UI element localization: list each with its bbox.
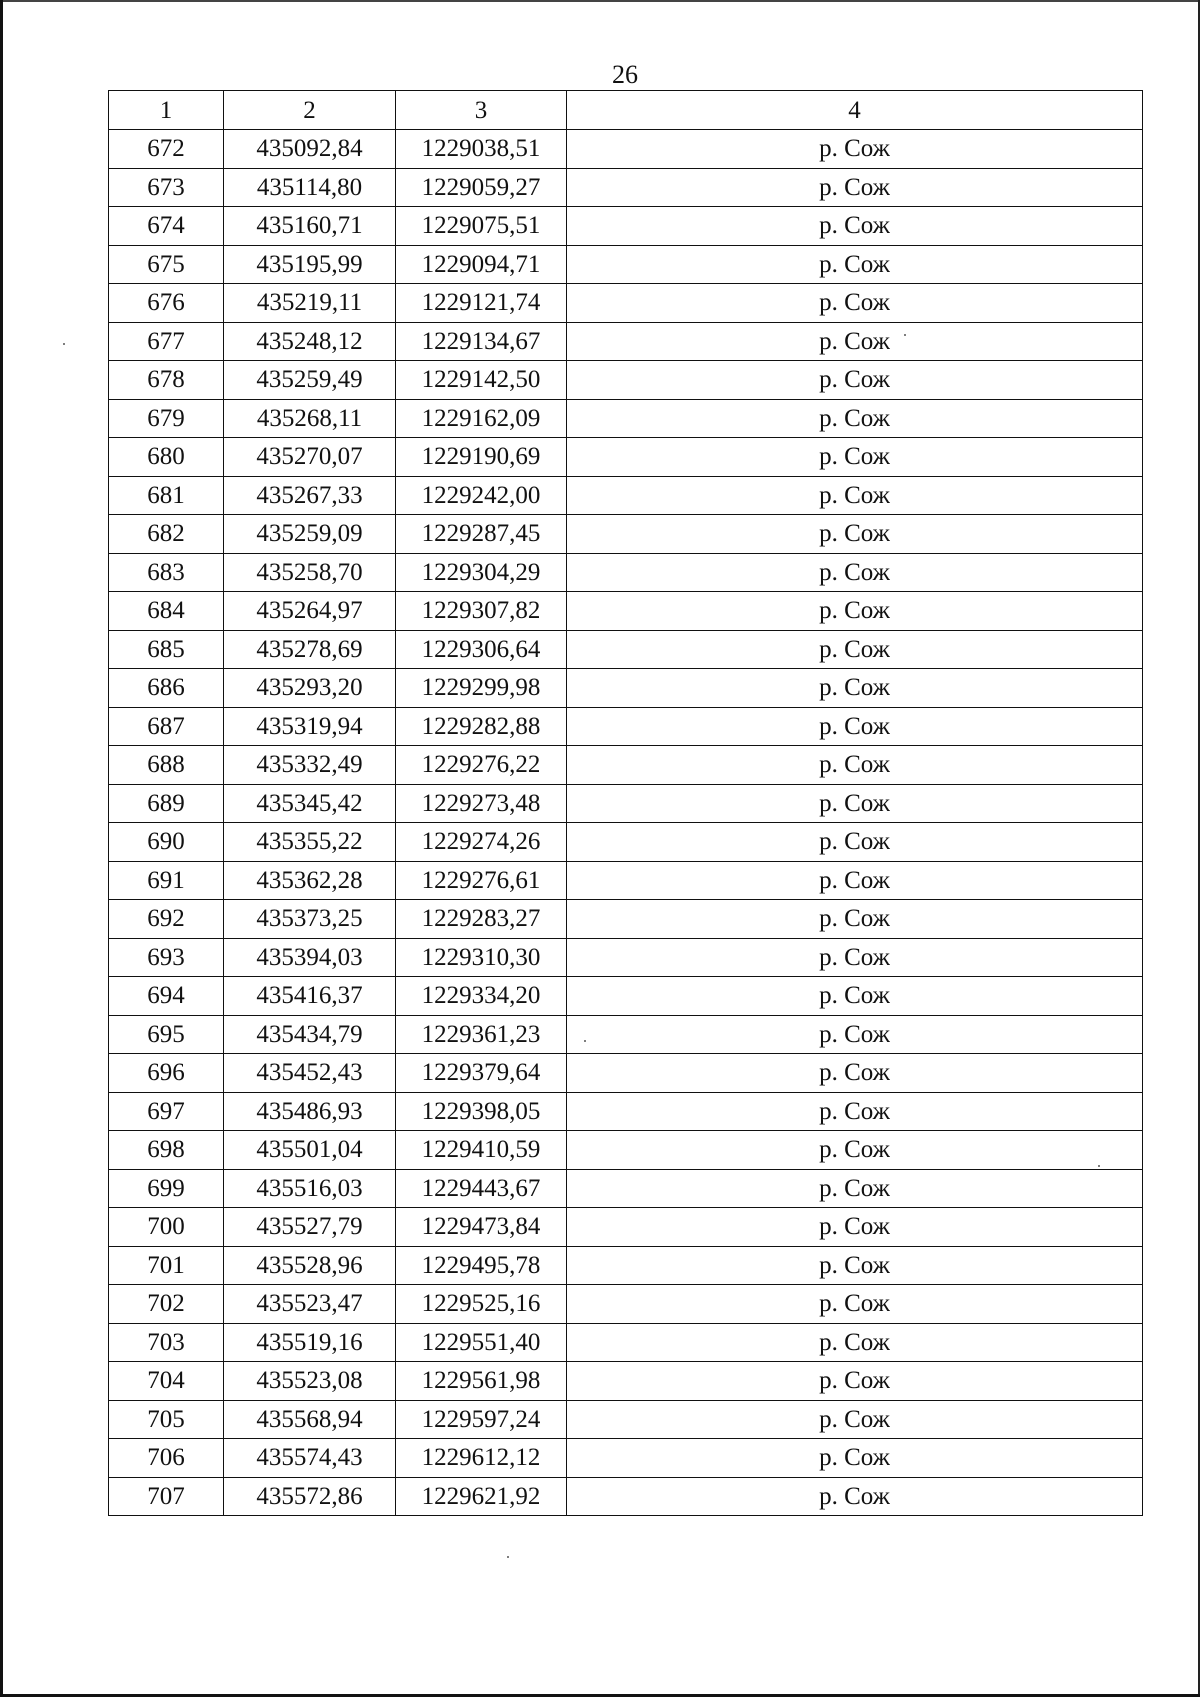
y-coordinate-cell: 1229287,45: [396, 515, 567, 554]
table-row: [109, 746, 1143, 785]
description-cell: р. Сож: [567, 861, 1143, 900]
y-coordinate-cell: 1229306,64: [396, 630, 567, 669]
description-cell: р. Сож: [567, 1362, 1143, 1401]
scan-edge-top: [0, 0, 1200, 2]
description-cell: р. Сож: [567, 1285, 1143, 1324]
table-row: [109, 592, 1143, 631]
table-row: [109, 399, 1143, 438]
scan-edge-left: [0, 0, 3, 1697]
x-coordinate-cell: 435373,25: [224, 900, 396, 939]
x-coordinate-cell: 435519,16: [224, 1323, 396, 1362]
table-row: [109, 669, 1143, 708]
scan-speck: [584, 1040, 586, 1042]
x-coordinate-cell: 435523,08: [224, 1362, 396, 1401]
x-coordinate-cell: 435278,69: [224, 630, 396, 669]
table-row: [109, 361, 1143, 400]
description-cell: р. Сож: [567, 476, 1143, 515]
y-coordinate-cell: 1229597,24: [396, 1400, 567, 1439]
y-coordinate-cell: 1229038,51: [396, 130, 567, 169]
point-number-cell: 697: [109, 1092, 224, 1131]
description-cell: р. Сож: [567, 1439, 1143, 1478]
y-coordinate-cell: 1229276,22: [396, 746, 567, 785]
page-number: 26: [612, 60, 638, 89]
y-coordinate-cell: 1229310,30: [396, 938, 567, 977]
description-cell: р. Сож: [567, 1477, 1143, 1516]
y-coordinate-cell: 1229142,50: [396, 361, 567, 400]
x-coordinate-cell: 435362,28: [224, 861, 396, 900]
y-coordinate-cell: 1229121,74: [396, 284, 567, 323]
y-coordinate-cell: 1229561,98: [396, 1362, 567, 1401]
description-cell: р. Сож: [567, 630, 1143, 669]
point-number-cell: 682: [109, 515, 224, 554]
description-cell: р. Сож: [567, 399, 1143, 438]
x-coordinate-cell: 435270,07: [224, 438, 396, 477]
description-cell: р. Сож: [567, 1323, 1143, 1362]
y-coordinate-cell: 1229621,92: [396, 1477, 567, 1516]
point-number-cell: 701: [109, 1246, 224, 1285]
table-row: [109, 1439, 1143, 1478]
x-coordinate-cell: 435259,49: [224, 361, 396, 400]
x-coordinate-cell: 435345,42: [224, 784, 396, 823]
y-coordinate-cell: 1229094,71: [396, 245, 567, 284]
description-cell: р. Сож: [567, 130, 1143, 169]
table-row: [109, 900, 1143, 939]
column-header-description: 4: [567, 91, 1143, 130]
point-number-cell: 696: [109, 1054, 224, 1093]
x-coordinate-cell: 435248,12: [224, 322, 396, 361]
point-number-cell: 688: [109, 746, 224, 785]
table-row: [109, 1362, 1143, 1401]
point-number-cell: 684: [109, 592, 224, 631]
table-row: [109, 515, 1143, 554]
point-number-cell: 691: [109, 861, 224, 900]
x-coordinate-cell: 435258,70: [224, 553, 396, 592]
point-number-cell: 693: [109, 938, 224, 977]
x-coordinate-cell: 435527,79: [224, 1208, 396, 1247]
point-number-cell: 678: [109, 361, 224, 400]
description-cell: р. Сож: [567, 669, 1143, 708]
point-number-cell: 675: [109, 245, 224, 284]
x-coordinate-cell: 435416,37: [224, 977, 396, 1016]
table-row: [109, 823, 1143, 862]
point-number-cell: 681: [109, 476, 224, 515]
x-coordinate-cell: 435267,33: [224, 476, 396, 515]
y-coordinate-cell: 1229307,82: [396, 592, 567, 631]
table-row: [109, 1131, 1143, 1170]
y-coordinate-cell: 1229361,23: [396, 1015, 567, 1054]
description-cell: р. Сож: [567, 746, 1143, 785]
table-row: [109, 476, 1143, 515]
table-row: [109, 784, 1143, 823]
y-coordinate-cell: 1229473,84: [396, 1208, 567, 1247]
point-number-cell: 700: [109, 1208, 224, 1247]
column-header-y-coordinate: 3: [396, 91, 567, 130]
x-coordinate-cell: 435486,93: [224, 1092, 396, 1131]
scan-speck: [507, 1556, 509, 1558]
point-number-cell: 680: [109, 438, 224, 477]
x-coordinate-cell: 435355,22: [224, 823, 396, 862]
description-cell: р. Сож: [567, 1015, 1143, 1054]
point-number-cell: 690: [109, 823, 224, 862]
table-row: [109, 1092, 1143, 1131]
table-row: [109, 1323, 1143, 1362]
description-cell: р. Сож: [567, 938, 1143, 977]
x-coordinate-cell: 435259,09: [224, 515, 396, 554]
table-row: [109, 1400, 1143, 1439]
y-coordinate-cell: 1229276,61: [396, 861, 567, 900]
x-coordinate-cell: 435574,43: [224, 1439, 396, 1478]
y-coordinate-cell: 1229299,98: [396, 669, 567, 708]
point-number-cell: 673: [109, 168, 224, 207]
description-cell: р. Сож: [567, 438, 1143, 477]
coordinates-table: [108, 90, 1143, 1516]
point-number-cell: 674: [109, 207, 224, 246]
x-coordinate-cell: 435434,79: [224, 1015, 396, 1054]
y-coordinate-cell: 1229551,40: [396, 1323, 567, 1362]
description-cell: р. Сож: [567, 977, 1143, 1016]
y-coordinate-cell: 1229134,67: [396, 322, 567, 361]
description-cell: р. Сож: [567, 245, 1143, 284]
point-number-cell: 672: [109, 130, 224, 169]
x-coordinate-cell: 435319,94: [224, 707, 396, 746]
table-row: [109, 1015, 1143, 1054]
description-cell: р. Сож: [567, 707, 1143, 746]
table-row: [109, 938, 1143, 977]
x-coordinate-cell: 435219,11: [224, 284, 396, 323]
table-row: [109, 553, 1143, 592]
x-coordinate-cell: 435528,96: [224, 1246, 396, 1285]
column-header-x-coordinate: 2: [224, 91, 396, 130]
table-row: [109, 977, 1143, 1016]
point-number-cell: 694: [109, 977, 224, 1016]
y-coordinate-cell: 1229334,20: [396, 977, 567, 1016]
y-coordinate-cell: 1229242,00: [396, 476, 567, 515]
table-row: [109, 168, 1143, 207]
y-coordinate-cell: 1229075,51: [396, 207, 567, 246]
x-coordinate-cell: 435523,47: [224, 1285, 396, 1324]
point-number-cell: 687: [109, 707, 224, 746]
point-number-cell: 706: [109, 1439, 224, 1478]
y-coordinate-cell: 1229283,27: [396, 900, 567, 939]
point-number-cell: 698: [109, 1131, 224, 1170]
y-coordinate-cell: 1229612,12: [396, 1439, 567, 1478]
scan-speck: [63, 343, 65, 345]
point-number-cell: 689: [109, 784, 224, 823]
x-coordinate-cell: 435501,04: [224, 1131, 396, 1170]
description-cell: р. Сож: [567, 284, 1143, 323]
point-number-cell: 679: [109, 399, 224, 438]
y-coordinate-cell: 1229162,09: [396, 399, 567, 438]
description-cell: р. Сож: [567, 322, 1143, 361]
description-cell: р. Сож: [567, 168, 1143, 207]
y-coordinate-cell: 1229525,16: [396, 1285, 567, 1324]
x-coordinate-cell: 435160,71: [224, 207, 396, 246]
table-row: [109, 630, 1143, 669]
point-number-cell: 676: [109, 284, 224, 323]
y-coordinate-cell: 1229190,69: [396, 438, 567, 477]
table-row: [109, 130, 1143, 169]
point-number-cell: 702: [109, 1285, 224, 1324]
description-cell: р. Сож: [567, 823, 1143, 862]
y-coordinate-cell: 1229273,48: [396, 784, 567, 823]
description-cell: р. Сож: [567, 1131, 1143, 1170]
y-coordinate-cell: 1229443,67: [396, 1169, 567, 1208]
column-header-point-number: 1: [109, 91, 224, 130]
point-number-cell: 695: [109, 1015, 224, 1054]
table-row: [109, 245, 1143, 284]
y-coordinate-cell: 1229304,29: [396, 553, 567, 592]
description-cell: р. Сож: [567, 784, 1143, 823]
y-coordinate-cell: 1229282,88: [396, 707, 567, 746]
table-row: [109, 322, 1143, 361]
table-row: [109, 707, 1143, 746]
scan-speck: [1098, 1165, 1100, 1167]
y-coordinate-cell: 1229059,27: [396, 168, 567, 207]
x-coordinate-cell: 435264,97: [224, 592, 396, 631]
point-number-cell: 704: [109, 1362, 224, 1401]
x-coordinate-cell: 435568,94: [224, 1400, 396, 1439]
description-cell: р. Сож: [567, 553, 1143, 592]
x-coordinate-cell: 435332,49: [224, 746, 396, 785]
point-number-cell: 699: [109, 1169, 224, 1208]
description-cell: р. Сож: [567, 1400, 1143, 1439]
point-number-cell: 683: [109, 553, 224, 592]
y-coordinate-cell: 1229495,78: [396, 1246, 567, 1285]
table-body: [109, 130, 1143, 1516]
x-coordinate-cell: 435268,11: [224, 399, 396, 438]
x-coordinate-cell: 435572,86: [224, 1477, 396, 1516]
x-coordinate-cell: 435452,43: [224, 1054, 396, 1093]
table-row: [109, 1054, 1143, 1093]
x-coordinate-cell: 435195,99: [224, 245, 396, 284]
x-coordinate-cell: 435394,03: [224, 938, 396, 977]
table-row: [109, 861, 1143, 900]
y-coordinate-cell: 1229398,05: [396, 1092, 567, 1131]
table-header-row: [109, 91, 1143, 130]
description-cell: р. Сож: [567, 207, 1143, 246]
description-cell: р. Сож: [567, 900, 1143, 939]
x-coordinate-cell: 435293,20: [224, 669, 396, 708]
table-row: [109, 1285, 1143, 1324]
table-row: [109, 1477, 1143, 1516]
description-cell: р. Сож: [567, 515, 1143, 554]
description-cell: р. Сож: [567, 1054, 1143, 1093]
point-number-cell: 692: [109, 900, 224, 939]
point-number-cell: 686: [109, 669, 224, 708]
scan-speck: [904, 334, 906, 336]
table-row: [109, 1246, 1143, 1285]
x-coordinate-cell: 435516,03: [224, 1169, 396, 1208]
y-coordinate-cell: 1229274,26: [396, 823, 567, 862]
table-row: [109, 438, 1143, 477]
description-cell: р. Сож: [567, 1169, 1143, 1208]
x-coordinate-cell: 435114,80: [224, 168, 396, 207]
table-row: [109, 1208, 1143, 1247]
y-coordinate-cell: 1229410,59: [396, 1131, 567, 1170]
table-row: [109, 207, 1143, 246]
point-number-cell: 703: [109, 1323, 224, 1362]
point-number-cell: 707: [109, 1477, 224, 1516]
point-number-cell: 705: [109, 1400, 224, 1439]
x-coordinate-cell: 435092,84: [224, 130, 396, 169]
point-number-cell: 685: [109, 630, 224, 669]
description-cell: р. Сож: [567, 592, 1143, 631]
table-row: [109, 1169, 1143, 1208]
y-coordinate-cell: 1229379,64: [396, 1054, 567, 1093]
description-cell: р. Сож: [567, 361, 1143, 400]
point-number-cell: 677: [109, 322, 224, 361]
description-cell: р. Сож: [567, 1092, 1143, 1131]
table-row: [109, 284, 1143, 323]
description-cell: р. Сож: [567, 1208, 1143, 1247]
description-cell: р. Сож: [567, 1246, 1143, 1285]
